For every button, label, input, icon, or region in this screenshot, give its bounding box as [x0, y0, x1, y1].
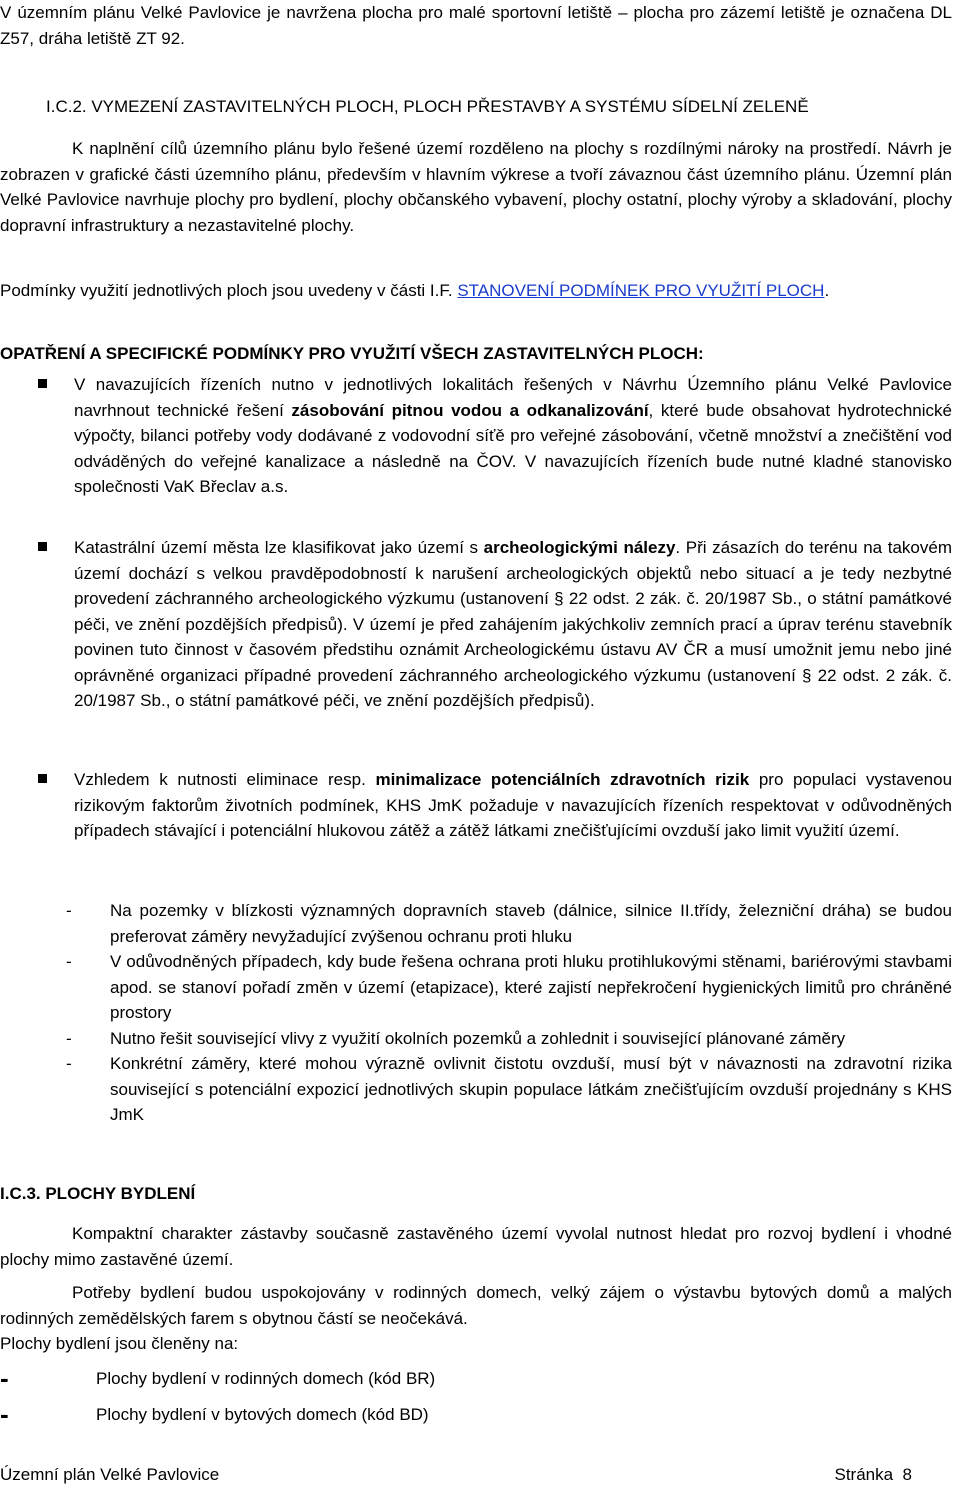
health-dash-list — [66, 898, 952, 1128]
dash-item-text: Nutno řešit související vlivy z využití okolních pozemků a zohlednit i související plánované záměry — [110, 1028, 846, 1048]
housing-type-item — [0, 1363, 952, 1402]
bullet-3-text-a: Vzhledem k nutnosti eliminace resp. — [74, 770, 376, 789]
section-c3-heading: I.C.3. PLOCHY BYDLENÍ — [0, 1184, 196, 1203]
section-c2-heading-block — [0, 94, 952, 120]
dash-marker: - — [66, 952, 72, 971]
dash-item — [66, 1026, 952, 1052]
measures-bullet-3 — [38, 767, 952, 844]
bullet-1-text-a: V navazujících řízeních nutno v jednotlivých lokalitách řešených v Návrhu Územního plánu Velké Pavlovice navrhnout technické řešení — [74, 375, 952, 420]
page-footer — [0, 1462, 912, 1488]
section-c2-paragraph — [0, 136, 952, 238]
bullet-2-text-a: Katastrální území města lze klasifikovat jako území s — [74, 538, 484, 557]
conditions-text — [0, 278, 952, 304]
footer-page-number: Stránka 8 — [834, 1465, 912, 1484]
dash-item-text: V odůvodněných případech, kdy bude řešena ochrana proti hluku protihlukovými stěnami, bariérovými stavbami apod. se stanoví pořadí změn v území (etapizace), které zajistí nepřekročení hygienických limitů pro chráněné prostory — [110, 952, 952, 1022]
housing-type-text: Plochy bydlení v bytových domech (kód BD) — [96, 1405, 429, 1424]
measures-bullet-list-2 — [38, 535, 952, 714]
footer-document-title: Územní plán Velké Pavlovice — [0, 1465, 220, 1484]
bullet-1-text-b: , které bude obsahovat hydrotechnické výpočty, bilanci potřeby vody dodávané z vodovodní síťě pro veřejné zásobování, včetně množství a znečištění vod odváděných do veřejné kanalizace a následně na ČOV. V navazujících řízeních bude nutné kladné stanovisko společnosti VaK Břeclav a.s. — [74, 400, 952, 496]
measures-bullet-2 — [38, 535, 952, 714]
section-c3-para2-block — [0, 1280, 952, 1331]
measures-bullet-1 — [38, 372, 952, 500]
bullet-2-text-b: . Při zásazích do terénu na takovém území dochází s velkou pravděpodobností k narušení archeologických objektů nebo situací a je tedy nezbytné provedení záchranného archeologického výzkumu (ustanovení § 22 odst. 2 zák. č. 20/1987 Sb., o státní památkové péči, ve znění pozdějších předpisů). V území je před zahájením jakýchkoliv zemních prací a úprav terénu stavebník povinen tuto činnost v časovém předstihu oznámit Archeologickému ústavu AV ČR a musí umožnit jemu nebo jiné oprávněné organizaci případné provedení záchranného archeologického výzkumu (ustanovení § 22 odst. 2 zák. č. 20/1987 Sb., o státní památkové péči, ve znění pozdějších předpisů). — [74, 538, 952, 710]
conditions-link[interactable]: STANOVENÍ PODMÍNEK PRO VYUŽITÍ PLOCH — [457, 281, 825, 300]
section-c3-heading-block — [0, 1181, 952, 1207]
bullet-1-bold: zásobování pitnou vodou a odkanalizování — [291, 400, 649, 420]
section-c2-heading: I.C.2. VYMEZENÍ ZASTAVITELNÝCH PLOCH, PLOCH PŘESTAVBY A SYSTÉMU SÍDELNÍ ZELENĚ — [46, 97, 809, 116]
bullet-2-bold: archeologickými nálezy — [483, 538, 676, 557]
bullet-square-icon — [38, 542, 47, 551]
dash-item-text: Konkrétní záměry, které mohou výrazně ovlivnit čistotu ovzduší, musí být v návaznosti na zdravotní rizika související s potenciální expozicí jednotlivých skupin populace látkám znečišťujícím ovzduší projednány s KHS JmK — [110, 1054, 952, 1124]
housing-type-list — [0, 1363, 952, 1429]
measures-heading-block — [0, 341, 952, 367]
measures-bullet-list-3 — [38, 767, 952, 844]
dash-marker: - — [66, 901, 72, 920]
section-c2-para1: K naplnění cílů územního plánu bylo řešené území rozděleno na plochy s rozdílnými nároky na prostředí. Návrh je zobrazen v grafické části územního plánu, především v hlavním výkrese a tvoří závaznou část územního plánu. Územní plán Velké Pavlovice navrhuje plochy pro bydlení, plochy občanského vybavení, plochy ostatní, plochy výroby a skladování, plochy dopravní infrastruktury a nezastavitelné plochy. — [0, 139, 952, 235]
dash-marker: - — [66, 1054, 72, 1073]
dash-item — [66, 1051, 952, 1128]
bullet-3-bold: minimalizace potenciálních zdravotních rizik — [375, 770, 750, 789]
measures-heading: OPATŘENÍ A SPECIFICKÉ PODMÍNKY PRO VYUŽITÍ VŠECH ZASTAVITELNÝCH PLOCH: — [0, 344, 704, 363]
conditions-paragraph — [0, 278, 952, 304]
measures-bullet-list — [38, 372, 952, 500]
bullet-3-text-b: pro populaci vystavenou rizikovým faktorům životních podmínek, KHS JmK požaduje v navazujících řízeních respektovat v odůvodněných případech stávající i potenciální hlukovou zátěž a zátěž látkami znečišťujícími ovzduší jako limit využití území. — [74, 770, 953, 840]
housing-type-text: Plochy bydlení v rodinných domech (kód BR) — [96, 1369, 436, 1388]
dash-item — [66, 898, 952, 949]
conditions-prefix: Podmínky využití jednotlivých ploch jsou uvedeny v části I.F. — [0, 281, 458, 300]
intro-text: V územním plánu Velké Pavlovice je navržena plocha pro malé sportovní letiště – plocha pro zázemí letiště je označena DL Z57, dráha letiště ZT 92. — [0, 3, 952, 48]
housing-type-item — [0, 1399, 952, 1429]
section-c3-para2: Potřeby bydlení budou uspokojovány v rodinných domech, velký zájem o výstavbu bytových domů a malých rodinných zemědělských farem s obytnou částí se neočekává. — [0, 1283, 952, 1328]
section-c3-para1: Kompaktní charakter zástavby současně zastavěného území vyvolal nutnost hledat pro rozvoj bydlení i vhodné plochy mimo zastavěné území. — [0, 1224, 952, 1269]
conditions-suffix: . — [824, 281, 830, 300]
section-c3-para3: Plochy bydlení jsou členěny na: — [0, 1334, 239, 1353]
bullet-square-icon — [38, 774, 47, 783]
intro-paragraph — [0, 0, 952, 51]
dash-item — [66, 949, 952, 1026]
bullet-square-icon — [38, 379, 47, 388]
dash-marker: - — [0, 1399, 9, 1429]
dash-item-text: Na pozemky v blízkosti významných dopravních staveb (dálnice, silnice II.třídy, železniční dráha) se budou preferovat záměry nevyžadující zvýšenou ochranu proti hluku — [110, 901, 952, 946]
dash-marker: - — [66, 1028, 72, 1048]
section-c3-para1-block — [0, 1221, 952, 1272]
section-c3-para3-block — [0, 1331, 952, 1357]
dash-marker: - — [0, 1363, 9, 1393]
